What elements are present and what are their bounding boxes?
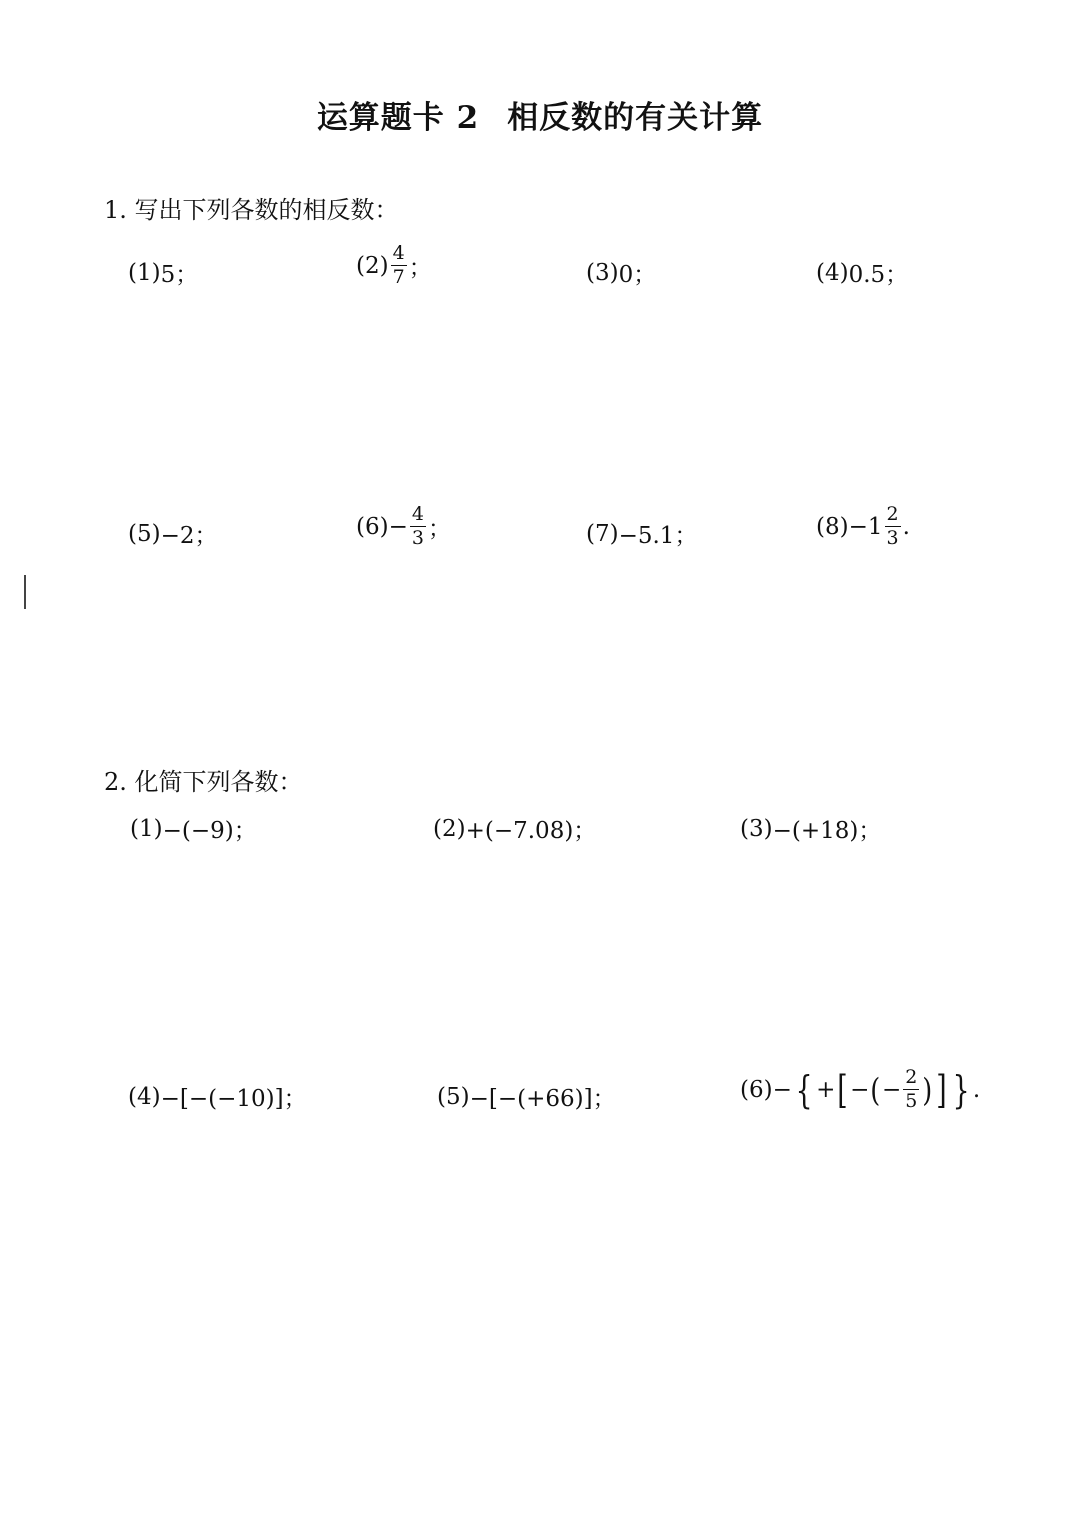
item-expression: 0.5； <box>848 262 909 288</box>
fraction <box>391 244 407 287</box>
denominator: 3 <box>886 527 899 549</box>
fraction <box>885 505 901 548</box>
item-label: (6) <box>740 1076 773 1103</box>
margin-mark <box>24 575 26 609</box>
item-label: (7) <box>586 520 619 547</box>
item-label: (8) <box>816 513 849 540</box>
minus-sign: − <box>850 1076 870 1103</box>
q1-item-2 <box>356 244 432 287</box>
question-1-heading: 1. 写出下列各数的相反数： <box>104 196 399 224</box>
item-expression: −2； <box>160 523 218 549</box>
item-tail: . <box>972 1076 981 1103</box>
denominator: 5 <box>905 1090 918 1112</box>
denominator: 3 <box>411 527 424 549</box>
fraction <box>903 1068 919 1111</box>
item-label: (4) <box>816 259 849 286</box>
numerator: 2 <box>905 1066 918 1088</box>
q1-item-8 <box>816 505 910 548</box>
q1-item-4 <box>816 256 908 289</box>
item-expression: 0； <box>618 262 657 288</box>
q1-item-1 <box>128 256 198 289</box>
item-expression: −[−(+66)]； <box>469 1086 616 1112</box>
bracket-open: [ <box>837 1067 848 1112</box>
brace-close: } <box>952 1067 970 1112</box>
item-prefix: − <box>388 513 408 540</box>
bracket-close: ] <box>936 1067 947 1112</box>
title-card-number: 运算题卡 2 <box>316 100 480 136</box>
numerator: 2 <box>886 503 899 525</box>
paren-open: ( <box>870 1070 881 1109</box>
item-label: (1) <box>128 259 161 286</box>
item-expression: −(−9)； <box>162 818 257 844</box>
q2-item-3 <box>740 812 881 845</box>
item-label: (2) <box>356 252 389 279</box>
q2-item-4 <box>128 1080 307 1113</box>
q1-item-5 <box>128 517 218 550</box>
item-tail: ； <box>427 516 451 542</box>
numerator: 4 <box>411 503 424 525</box>
numerator: 4 <box>392 242 405 264</box>
item-expression: −[−(−10)]； <box>160 1086 307 1112</box>
q1-item-6 <box>356 505 451 548</box>
page-title <box>0 92 1080 137</box>
item-label: (1) <box>130 815 163 842</box>
q2-item-6 <box>740 1068 980 1111</box>
item-prefix: − <box>772 1076 792 1103</box>
item-prefix: −1 <box>848 513 883 540</box>
denominator: 7 <box>392 266 405 288</box>
item-label: (2) <box>433 815 466 842</box>
item-label: (3) <box>740 815 773 842</box>
item-label: (3) <box>586 259 619 286</box>
title-topic: 相反数的有关计算 <box>507 100 764 136</box>
paren-close: ) <box>922 1070 933 1109</box>
item-label: (5) <box>437 1083 470 1110</box>
minus-sign: − <box>881 1076 902 1103</box>
item-tail: ； <box>408 255 432 281</box>
item-label: (6) <box>356 513 389 540</box>
item-tail: . <box>902 513 910 540</box>
q1-item-3 <box>586 256 656 289</box>
q2-item-5 <box>437 1080 616 1113</box>
q1-item-7 <box>586 517 697 550</box>
item-expression: −(+18)； <box>772 818 882 844</box>
item-label: (4) <box>128 1083 161 1110</box>
question-2-heading: 2. 化简下列各数： <box>104 768 303 796</box>
brace-open: { <box>795 1067 813 1112</box>
item-expression: 5； <box>160 262 199 288</box>
q2-item-1 <box>130 812 257 845</box>
item-expression: +(−7.08)； <box>465 818 597 844</box>
fraction <box>410 505 426 548</box>
q2-item-2 <box>433 812 596 845</box>
item-label: (5) <box>128 520 161 547</box>
plus-sign: + <box>816 1076 836 1103</box>
item-expression: −5.1； <box>618 523 698 549</box>
